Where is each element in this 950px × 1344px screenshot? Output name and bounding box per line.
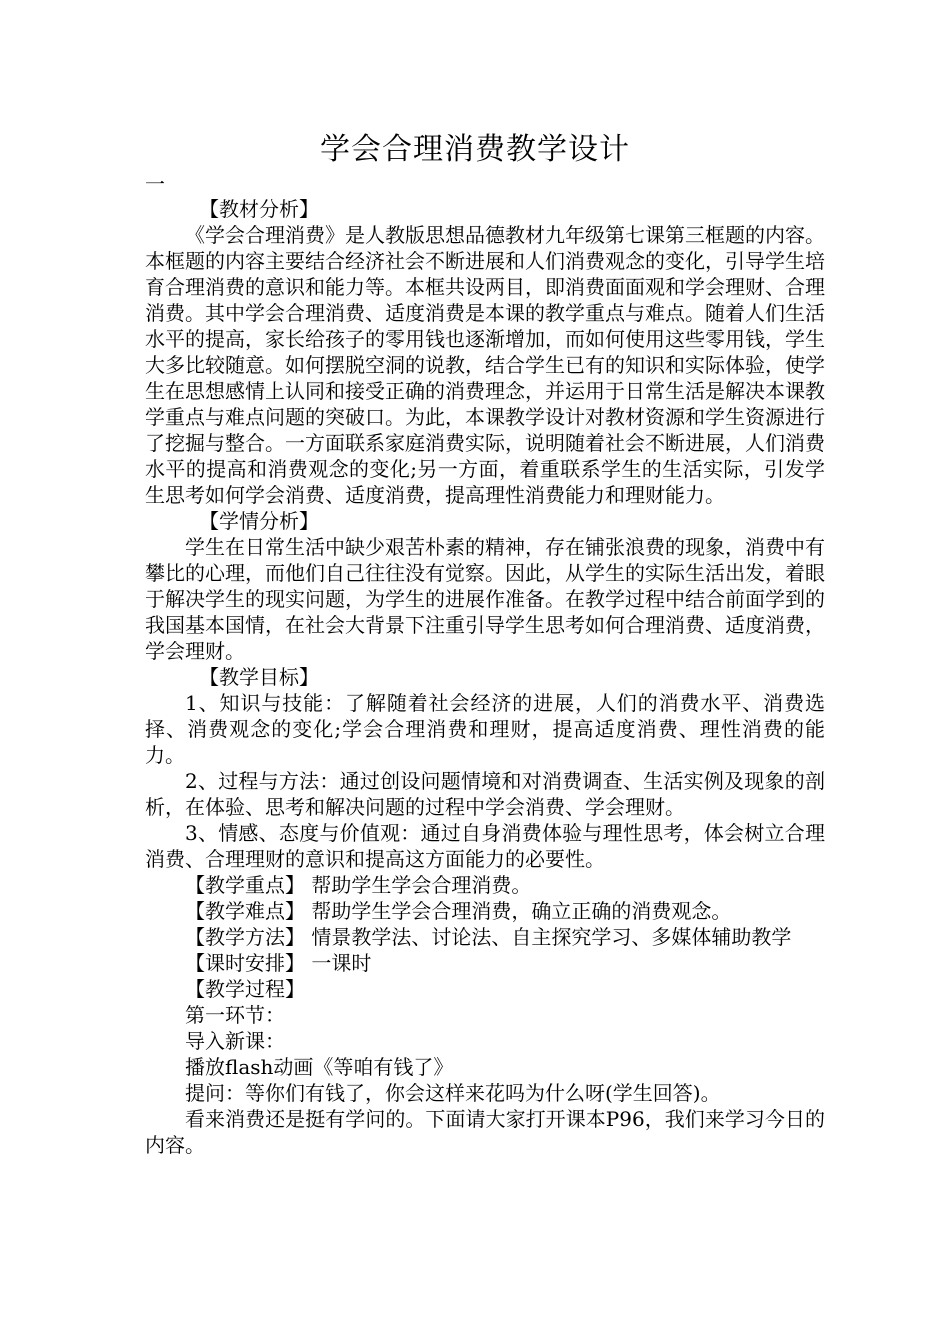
paragraph-student-analysis: 学生在日常生活中缺少艰苦朴素的精神，存在铺张浪费的现象，消费中有攀比的心理，而他们自己往往没有觉察。因此，从学生的实际生活出发，着眼于解决学生的现实问题，为学生的进展作准备。在教学过程中结合前面学到的我国基本国情，在社会大背景下注重引导学生思考如何合理消费、适度消费，学会理财。 xyxy=(145,535,825,663)
paragraph-transition: 看来消费还是挺有学问的。下面请大家打开课本P96，我们来学习今日的内容。 xyxy=(145,1107,825,1157)
document-body xyxy=(145,196,825,1158)
paragraph-goal-1: 1、知识与技能：了解随着社会经济的进展，人们的消费水平、消费选择、消费观念的变化;学会合理消费和理财，提高适度消费、理性消费的能力。 xyxy=(145,691,825,767)
leading-mark: 一 xyxy=(145,172,165,196)
page-title: 学会合理消费教学设计 xyxy=(320,132,630,167)
section-heading-teaching-goals: 【教学目标】 xyxy=(199,665,319,689)
paragraph-difficulty: 【教学难点】 帮助学生学会合理消费，确立正确的消费观念。 xyxy=(185,899,732,923)
paragraph-goal-2: 2、过程与方法：通过创设问题情境和对消费调查、生活实例及现象的剖析，在体验、思考和解决问题的过程中学会消费、学会理财。 xyxy=(145,769,825,819)
paragraph-schedule: 【课时安排】 一课时 xyxy=(185,951,372,975)
paragraph-question: 提问：等你们有钱了，你会这样来花吗为什么呀(学生回答)。 xyxy=(185,1081,721,1105)
paragraph-method: 【教学方法】 情景教学法、讨论法、自主探究学习、多媒体辅助教学 xyxy=(185,925,792,949)
section-heading-textbook-analysis: 【教材分析】 xyxy=(199,197,319,221)
paragraph-textbook-analysis: 《学会合理消费》是人教版思想品德教材九年级第七课第三框题的内容。本框题的内容主要结合经济社会不断进展和人们消费观念的变化，引导学生培育合理消费的意识和能力等。本框共设两目，即消费面面观和学会理财、合理消费。其中学会合理消费、适度消费是本课的教学重点与难点。随着人们生活水平的提高，家长给孩子的零用钱也逐渐增加，而如何使用这些零用钱，学生大多比较随意。如何摆脱空洞的说教，结合学生已有的知识和实际体验，使学生在思想感情上认同和接受正确的消费理念，并运用于日常生活是解决本课教学重点与难点问题的突破口。为此，本课教学设计对教材资源和学生资源进行了挖掘与整合。一方面联系家庭消费实际，说明随着社会不断进展，人们消费水平的提高和消费观念的变化;另一方面，着重联系学生的生活实际，引发学生思考如何学会消费、适度消费，提高理性消费能力和理财能力。 xyxy=(145,223,825,507)
paragraph-intro: 导入新课： xyxy=(185,1029,285,1053)
paragraph-flash: 播放flash动画《等咱有钱了》 xyxy=(185,1055,454,1079)
paragraph-key-point: 【教学重点】 帮助学生学会合理消费。 xyxy=(185,873,532,897)
section-heading-process: 【教学过程】 xyxy=(185,977,305,1001)
section-heading-student-analysis: 【学情分析】 xyxy=(199,509,319,533)
paragraph-step-1: 第一环节： xyxy=(185,1003,285,1027)
paragraph-goal-3: 3、情感、态度与价值观：通过自身消费体验与理性思考，体会树立合理消费、合理理财的意识和提高这方面能力的必要性。 xyxy=(145,821,825,871)
